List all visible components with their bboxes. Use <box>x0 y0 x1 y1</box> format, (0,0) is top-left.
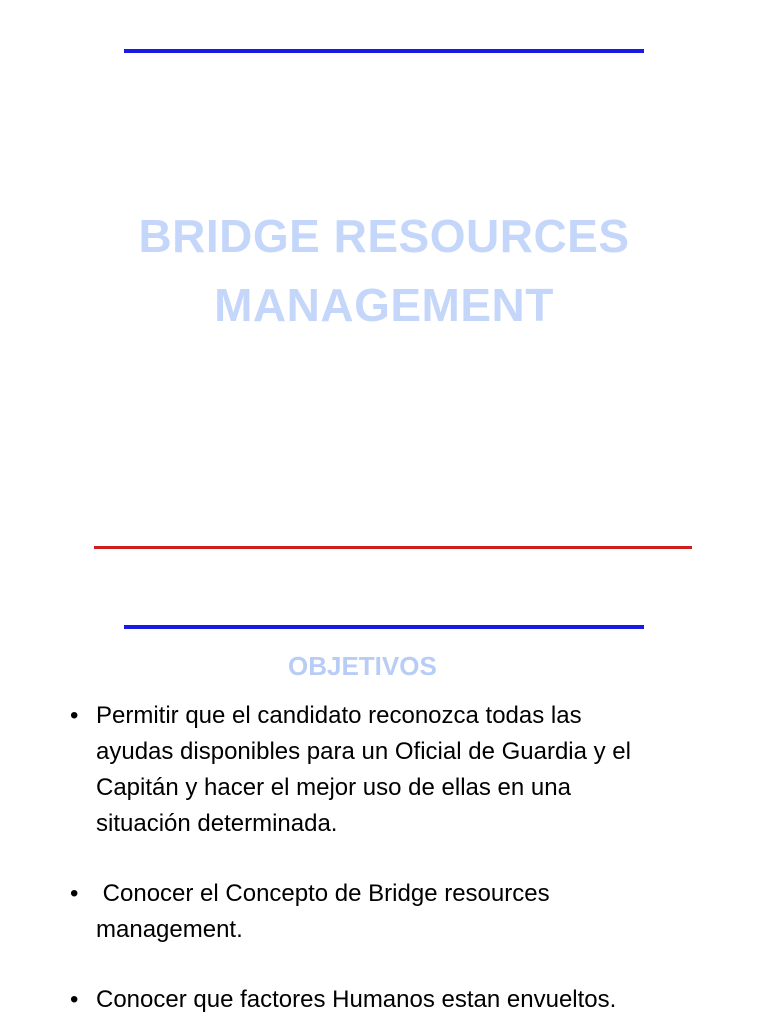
objectives-list <box>70 698 710 1018</box>
objetivos-heading: OBJETIVOS <box>288 651 437 681</box>
slide-title-line-1: BRIDGE RESOURCES <box>138 210 630 262</box>
objective-item-2 <box>70 876 710 948</box>
objective-1-line-2: ayudas disponibles para un Oficial de Guardia y el <box>96 738 631 765</box>
objective-1-line-4: situación determinada. <box>96 810 338 837</box>
objective-3-line-1: Conocer que factores Humanos estan envueltos. <box>96 986 617 1013</box>
objective-1-line-1: Permitir que el candidato reconozca todas las <box>96 702 582 729</box>
objective-2-line-1: Conocer el Concepto de Bridge resources <box>96 880 550 907</box>
objective-item-1 <box>70 698 710 842</box>
slide-title-line-2: MANAGEMENT <box>214 279 554 331</box>
second-slide-blue-rule <box>124 625 644 629</box>
red-divider-rule <box>94 546 692 549</box>
bullet-icon: • <box>70 986 79 1013</box>
top-blue-rule <box>124 49 644 53</box>
bullet-icon: • <box>70 880 79 907</box>
bullet-icon: • <box>70 702 79 729</box>
objective-item-3 <box>70 982 710 1018</box>
objective-1-line-3: Capitán y hacer el mejor uso de ellas en una <box>96 774 571 801</box>
objective-2-line-2: management. <box>96 916 243 943</box>
